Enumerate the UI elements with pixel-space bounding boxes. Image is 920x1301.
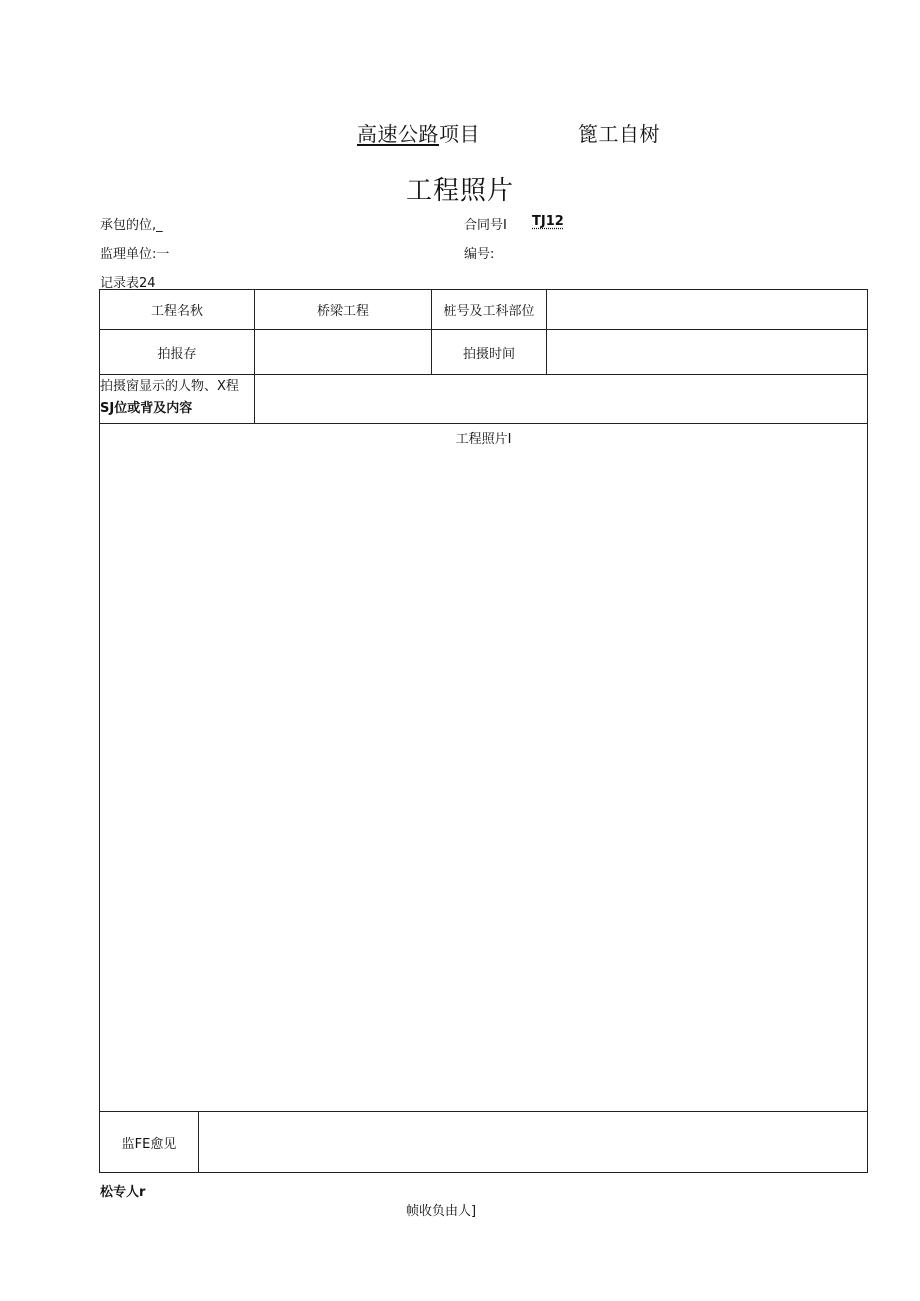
supervisor-field: 监理单位:一 — [100, 247, 170, 262]
shooting-time-value[interactable] — [547, 330, 867, 374]
photographer-label: 拍报存 — [157, 346, 197, 362]
project-title: 高速公路 — [357, 122, 439, 146]
serial-number-field: 编号: — [464, 247, 495, 262]
location-value[interactable] — [547, 290, 867, 329]
project-name-label: 工程名秋 — [150, 304, 203, 319]
contract-number-value: TJ12 — [532, 214, 564, 229]
photo-content-label-line2: SJ位或背及内容 — [100, 401, 193, 416]
project-name-value[interactable]: 桥梁工程 — [316, 304, 369, 319]
inspector-label: 松专人r — [100, 1185, 146, 1200]
location-label: 桩号及工科部位 — [443, 304, 535, 319]
record-number: 记录表24 — [100, 276, 156, 291]
photo-record-form — [99, 289, 868, 1173]
shooting-time-label: 拍摄时间 — [462, 346, 515, 362]
document-title: 工程照片 — [405, 176, 514, 206]
supervision-opinion-value[interactable] — [199, 1112, 867, 1172]
header-right-title: 篦工自树 — [578, 122, 660, 146]
photo-area[interactable] — [100, 424, 867, 1111]
acceptor-label: 帧收负由人] — [406, 1204, 477, 1219]
photo-area-heading: 工程照片I — [455, 432, 512, 447]
photo-content-label — [100, 376, 254, 420]
photo-content-value[interactable] — [255, 375, 867, 423]
project-suffix: 项目 — [439, 122, 480, 146]
photo-content-label-line1: 拍摄窗显示的人物、X程 — [100, 379, 239, 394]
photographer-value[interactable] — [255, 330, 431, 374]
contract-number-label: 合同号I — [464, 218, 507, 233]
contractor-field: 承包的位,_ — [100, 218, 163, 233]
supervision-opinion-label: 监FE愈见 — [121, 1136, 177, 1152]
